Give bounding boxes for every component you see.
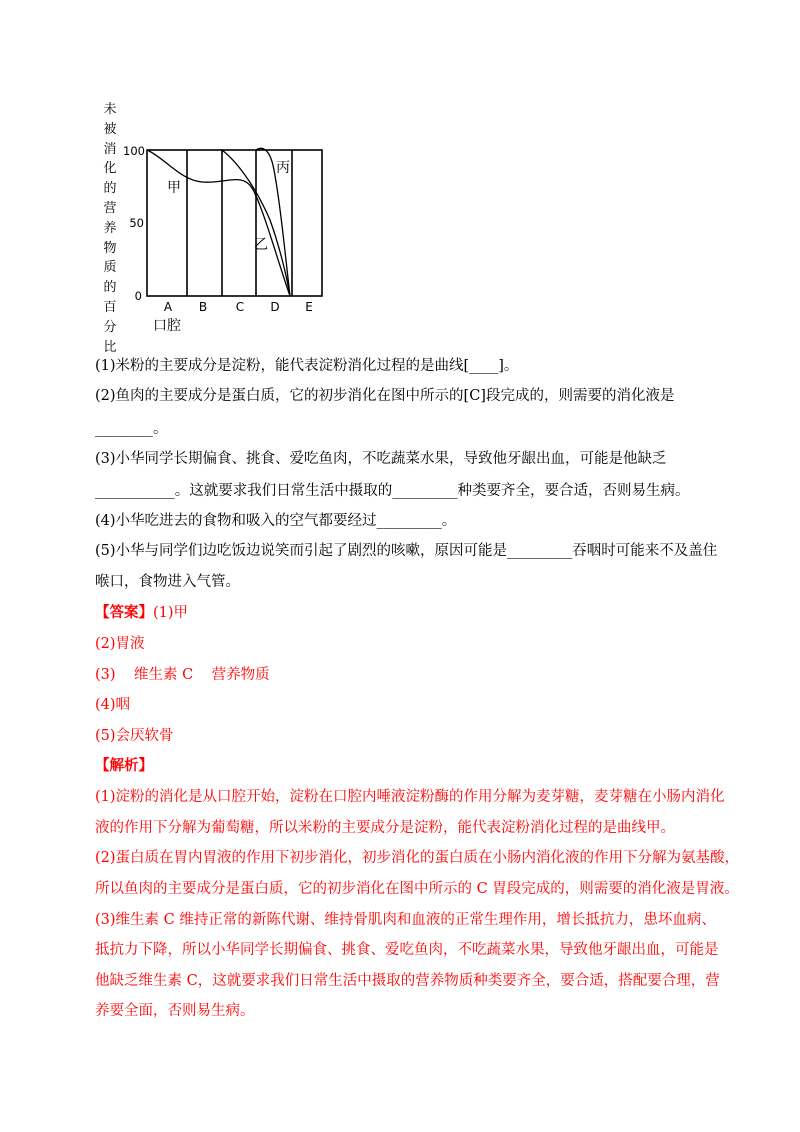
- answer-1: (1)甲: [153, 605, 189, 621]
- answer-5: (5)会厌软骨: [95, 728, 174, 744]
- answer-first-line: [95, 602, 715, 624]
- analysis-3-line-3: 他缺乏维生素 C，这就要求我们日常生活中摄取的营养物质种类要齐全，要合适，搭配要合理，营: [95, 973, 720, 989]
- answer-4: (4)咽: [95, 697, 131, 713]
- question-5-line-1: (5)小华与同学们边吃饭边说笑而引起了剧烈的咳嗽，原因可能是_________吞咽时可能来不及盖住: [95, 543, 718, 559]
- y-axis-label: 未被消化的营养物质的百分比: [103, 102, 117, 355]
- y-tick-50: 50: [129, 216, 144, 230]
- x-tick-e: E: [305, 300, 313, 314]
- analysis-title-line: [95, 755, 715, 777]
- x-tick-b: B: [198, 300, 208, 314]
- curve-label-yi: 乙: [254, 237, 268, 253]
- digestion-figure: [90, 92, 370, 355]
- curve-label-bing: 丙: [276, 160, 290, 176]
- question-5-line-2: 喉口，食物进入气管。: [95, 574, 240, 590]
- answer-3: (3) 维生素 C 营养物质: [95, 667, 270, 683]
- question-2-line-2: ________。: [95, 421, 168, 437]
- x-tick-a: A: [163, 300, 173, 314]
- question-3-line-2: ___________。这就要求我们日常生活中摄取的_________种类要齐全，要合适，否则易生病。: [95, 483, 690, 499]
- x-tick-c: C: [235, 300, 245, 314]
- question-4: (4)小华吃进去的食物和吸入的空气都要经过_________。: [95, 513, 457, 529]
- y-tick-0: 0: [134, 289, 142, 303]
- analysis-title: 【解析】: [95, 758, 153, 774]
- answer-2: (2)胃液: [95, 636, 145, 652]
- analysis-3-line-4: 养要全面，否则易生病。: [95, 1003, 255, 1019]
- analysis-2-line-2: 所以鱼肉的主要成分是蛋白质，它的初步消化在图中所示的 C 胃段完成的，则需要的消化液是胃液。: [95, 881, 739, 897]
- question-2-line-1: (2)鱼肉的主要成分是蛋白质，它的初步消化在图中所示的[C]段完成的，则需要的消化液是: [95, 388, 675, 404]
- question-3-line-1: (3)小华同学长期偏食、挑食、爱吃鱼肉，不吃蔬菜水果，导致他牙龈出血，可能是他缺乏: [95, 451, 667, 467]
- x-tick-d: D: [270, 300, 280, 314]
- y-tick-100: 100: [123, 144, 145, 158]
- analysis-3-line-1: (3)维生素 C 维持正常的新陈代谢、维持骨肌肉和血液的正常生理作用，增长抵抗力，患坏血病、: [95, 912, 716, 928]
- analysis-2-line-1: (2)蛋白质在胃内胃液的作用下初步消化，初步消化的蛋白质在小肠内消化液的作用下分解为氨基酸，: [95, 850, 740, 866]
- analysis-1-line-2: 液的作用下分解为葡萄糖，所以米粉的主要成分是淀粉，能代表淀粉消化过程的是曲线甲。: [95, 820, 675, 836]
- x-sub-label-mouth: 口腔: [153, 318, 181, 334]
- curve-jia: [147, 150, 290, 296]
- curve-label-jia: 甲: [167, 180, 181, 196]
- answer-title: 【答案】: [95, 605, 153, 621]
- digestion-chart-svg: [90, 92, 370, 342]
- analysis-1-line-1: (1)淀粉的消化是从口腔开始，淀粉在口腔内唾液淀粉酶的作用分解为麦芽糖，麦芽糖在小肠内消化: [95, 789, 725, 805]
- plot-frame: [147, 150, 322, 296]
- analysis-3-line-2: 抵抗力下降，所以小华同学长期偏食、挑食、爱吃鱼肉，不吃蔬菜水果，导致他牙龈出血，可能是: [95, 942, 719, 958]
- question-1: (1)米粉的主要成分是淀粉，能代表淀粉消化过程的是曲线[____]。: [95, 358, 519, 374]
